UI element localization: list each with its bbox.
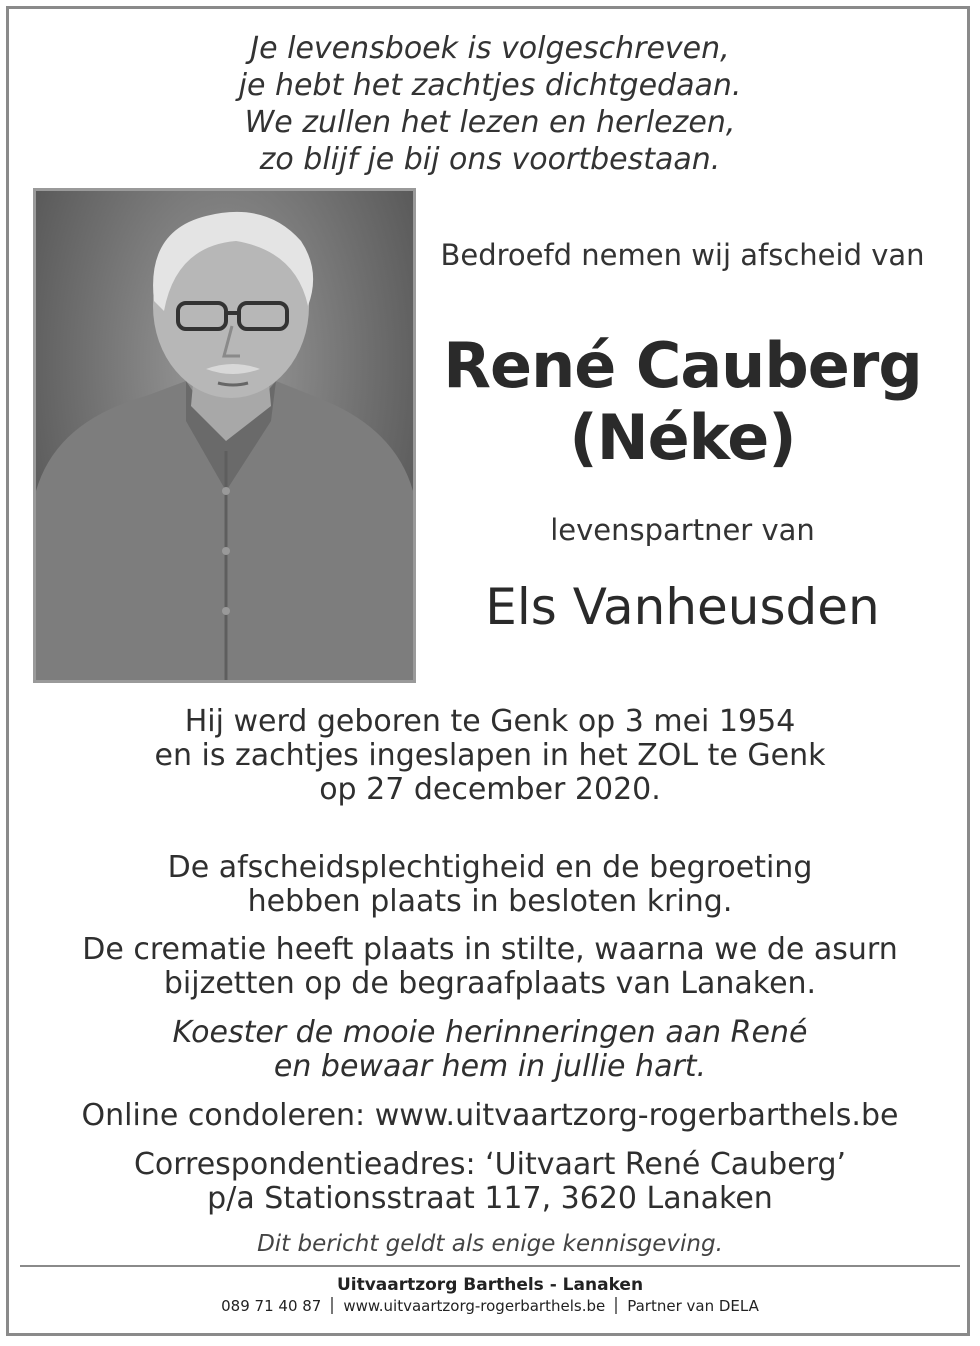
footer-partner: Partner van DELA <box>627 1297 759 1315</box>
memory-paragraph <box>0 1016 980 1084</box>
footer-separator <box>615 1297 617 1314</box>
ceremony-line: hebben plaats in besloten kring. <box>247 884 733 919</box>
address-line: p/a Stationsstraat 117, 3620 Lanaken <box>207 1181 773 1216</box>
deceased-nickname: (Néke) <box>569 401 796 474</box>
online-condolence <box>0 1099 980 1133</box>
cremation-line: De crematie heeft plaats in stilte, waarna we de asurn <box>82 932 898 967</box>
deceased-fullname: René Cauberg <box>443 329 922 402</box>
cremation-paragraph <box>0 933 980 1001</box>
address-paragraph <box>0 1148 980 1216</box>
birth-line: en is zachtjes ingeslapen in het ZOL te Genk <box>154 738 826 773</box>
ceremony-line: De afscheidsplechtigheid en de begroeting <box>167 850 813 885</box>
footer-contact <box>0 1297 980 1315</box>
deceased-name <box>425 330 940 474</box>
poem-line: zo blijf je bij ons voortbestaan. <box>259 142 721 177</box>
poem-line: We zullen het lezen en herlezen, <box>244 105 736 140</box>
birth-paragraph <box>0 705 980 807</box>
notice-line: Dit bericht geldt als enige kennisgeving. <box>257 1231 723 1257</box>
partner-name: Els Vanheusden <box>485 578 880 636</box>
portrait-illustration <box>36 191 413 680</box>
footer-title: Uitvaartzorg Barthels - Lanaken <box>336 1275 644 1295</box>
footer-website: www.uitvaartzorg-rogerbarthels.be <box>343 1297 606 1315</box>
online-condolence-text: Online condoleren: www.uitvaartzorg-rogerbarthels.be <box>81 1098 899 1133</box>
address-line: Correspondentieadres: ‘Uitvaart René Cauberg’ <box>133 1147 847 1182</box>
poem <box>0 30 980 178</box>
partner-label: levenspartner van <box>550 513 815 547</box>
ceremony-paragraph <box>0 851 980 919</box>
memory-line: en bewaar hem in jullie hart. <box>273 1049 707 1084</box>
poem-line: je hebt het zachtjes dichtgedaan. <box>238 68 742 103</box>
birth-line: Hij werd geboren te Genk op 3 mei 1954 <box>184 704 796 739</box>
notice-text <box>0 1227 980 1261</box>
birth-line: op 27 december 2020. <box>319 772 661 807</box>
poem-line: Je levensboek is volgeschreven, <box>250 31 730 66</box>
footer-divider <box>20 1265 960 1267</box>
footer-separator <box>331 1297 333 1314</box>
intro-text: Bedroefd nemen wij afscheid van <box>440 238 925 272</box>
memory-line: Koester de mooie herinneringen aan René <box>172 1015 808 1050</box>
footer-phone: 089 71 40 87 <box>221 1297 322 1315</box>
cremation-line: bijzetten op de begraafplaats van Lanaken. <box>163 966 817 1001</box>
portrait-photo <box>33 188 416 683</box>
